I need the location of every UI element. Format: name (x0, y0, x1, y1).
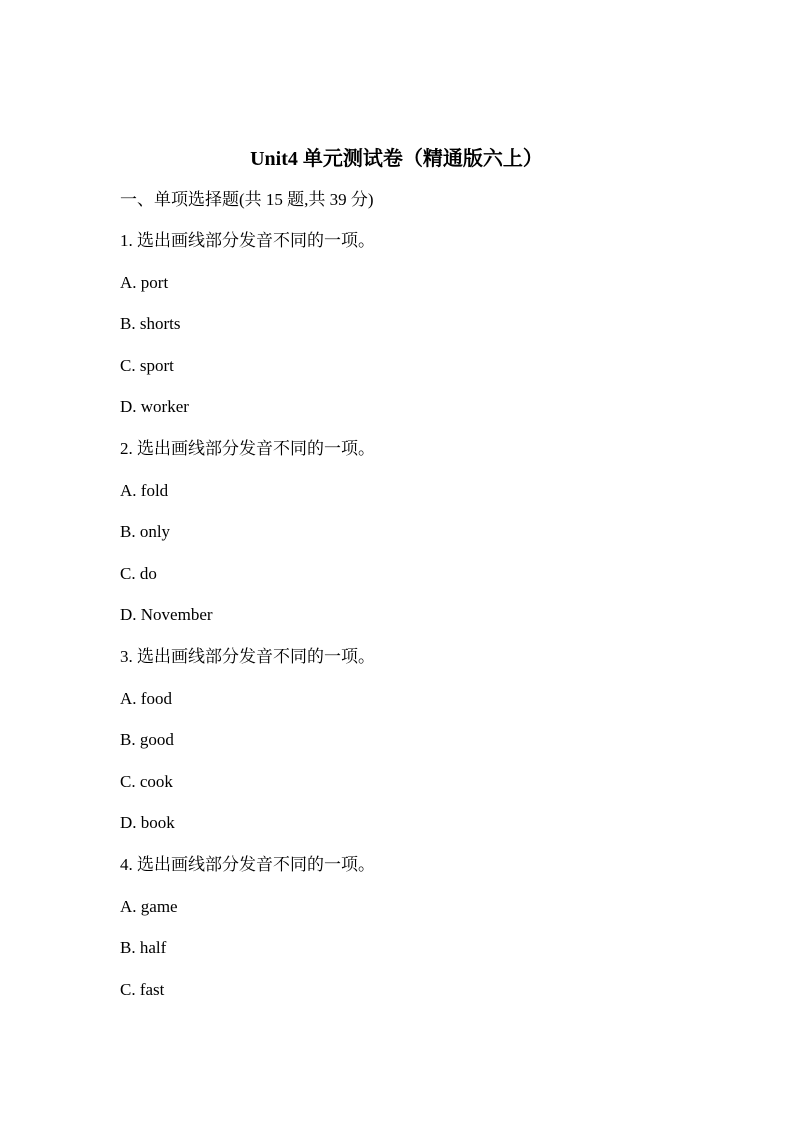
question-1-option-c: C. sport (120, 355, 174, 375)
question-2-prompt: 2. 选出画线部分发音不同的一项。 (120, 438, 375, 458)
question-4-prompt: 4. 选出画线部分发音不同的一项。 (120, 854, 375, 874)
question-4-option-c: C. fast (120, 979, 165, 999)
question-4-option-b: B. half (120, 938, 167, 958)
question-list (120, 229, 720, 1019)
question-3-prompt: 3. 选出画线部分发音不同的一项。 (120, 646, 375, 666)
question-3-option-d: D. book (120, 813, 175, 833)
question-1-option-d: D. worker (120, 397, 189, 417)
question-2-option-a: A. fold (120, 480, 169, 500)
question-1-option-b: B. shorts (120, 314, 181, 334)
question-4-option-a: A. game (120, 896, 178, 916)
question-1-option-a: A. port (120, 272, 169, 292)
question-1-prompt: 1. 选出画线部分发音不同的一项。 (120, 231, 375, 250)
section-heading: 一、单项选择题(共 15 题,共 39 分) (120, 190, 374, 209)
question-3-option-b: B. good (120, 730, 174, 750)
question-3-option-a: A. food (120, 688, 172, 708)
question-2-option-d: D. November (120, 605, 213, 625)
question-3-option-c: C. cook (120, 771, 173, 791)
question-2-option-b: B. only (120, 522, 171, 542)
question-2-option-c: C. do (120, 563, 157, 583)
page-title: Unit4 单元测试卷（精通版六上） (250, 148, 543, 170)
